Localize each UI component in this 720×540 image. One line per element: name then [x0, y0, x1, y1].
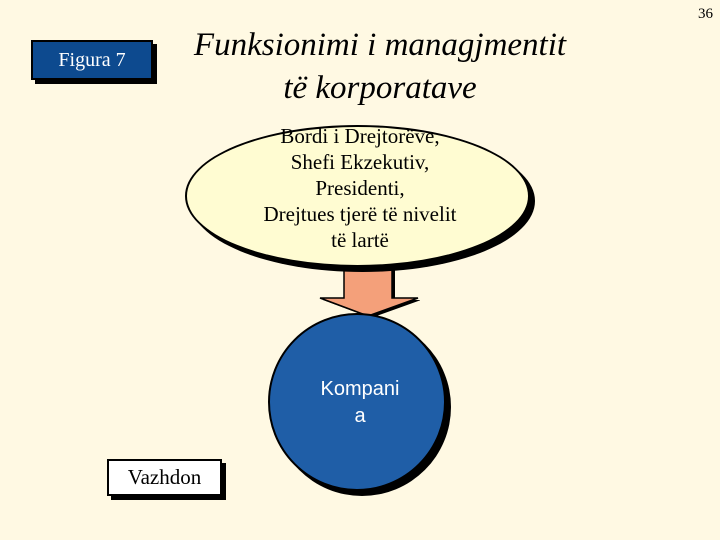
leadership-line: të lartë	[331, 228, 389, 252]
company-text	[290, 376, 430, 430]
arrow-shape	[320, 268, 418, 316]
leadership-line: Presidenti,	[315, 176, 405, 200]
leadership-text	[215, 123, 505, 253]
company-line: a	[354, 405, 366, 427]
leadership-line: Bordi i Drejtorëve,	[280, 124, 440, 148]
continue-button[interactable]: Vazhdon	[107, 459, 222, 496]
slide-title: Funksionimi i managjmentit të korporatave	[193, 27, 567, 106]
leadership-line: Shefi Ekzekutiv,	[290, 150, 430, 174]
figure-label: Figura 7	[31, 40, 153, 80]
page-number: 36	[698, 6, 713, 22]
company-line: Kompani	[320, 378, 400, 400]
down-arrow-icon	[298, 268, 420, 318]
leadership-line: Drejtues tjerë të nivelit	[263, 202, 457, 226]
